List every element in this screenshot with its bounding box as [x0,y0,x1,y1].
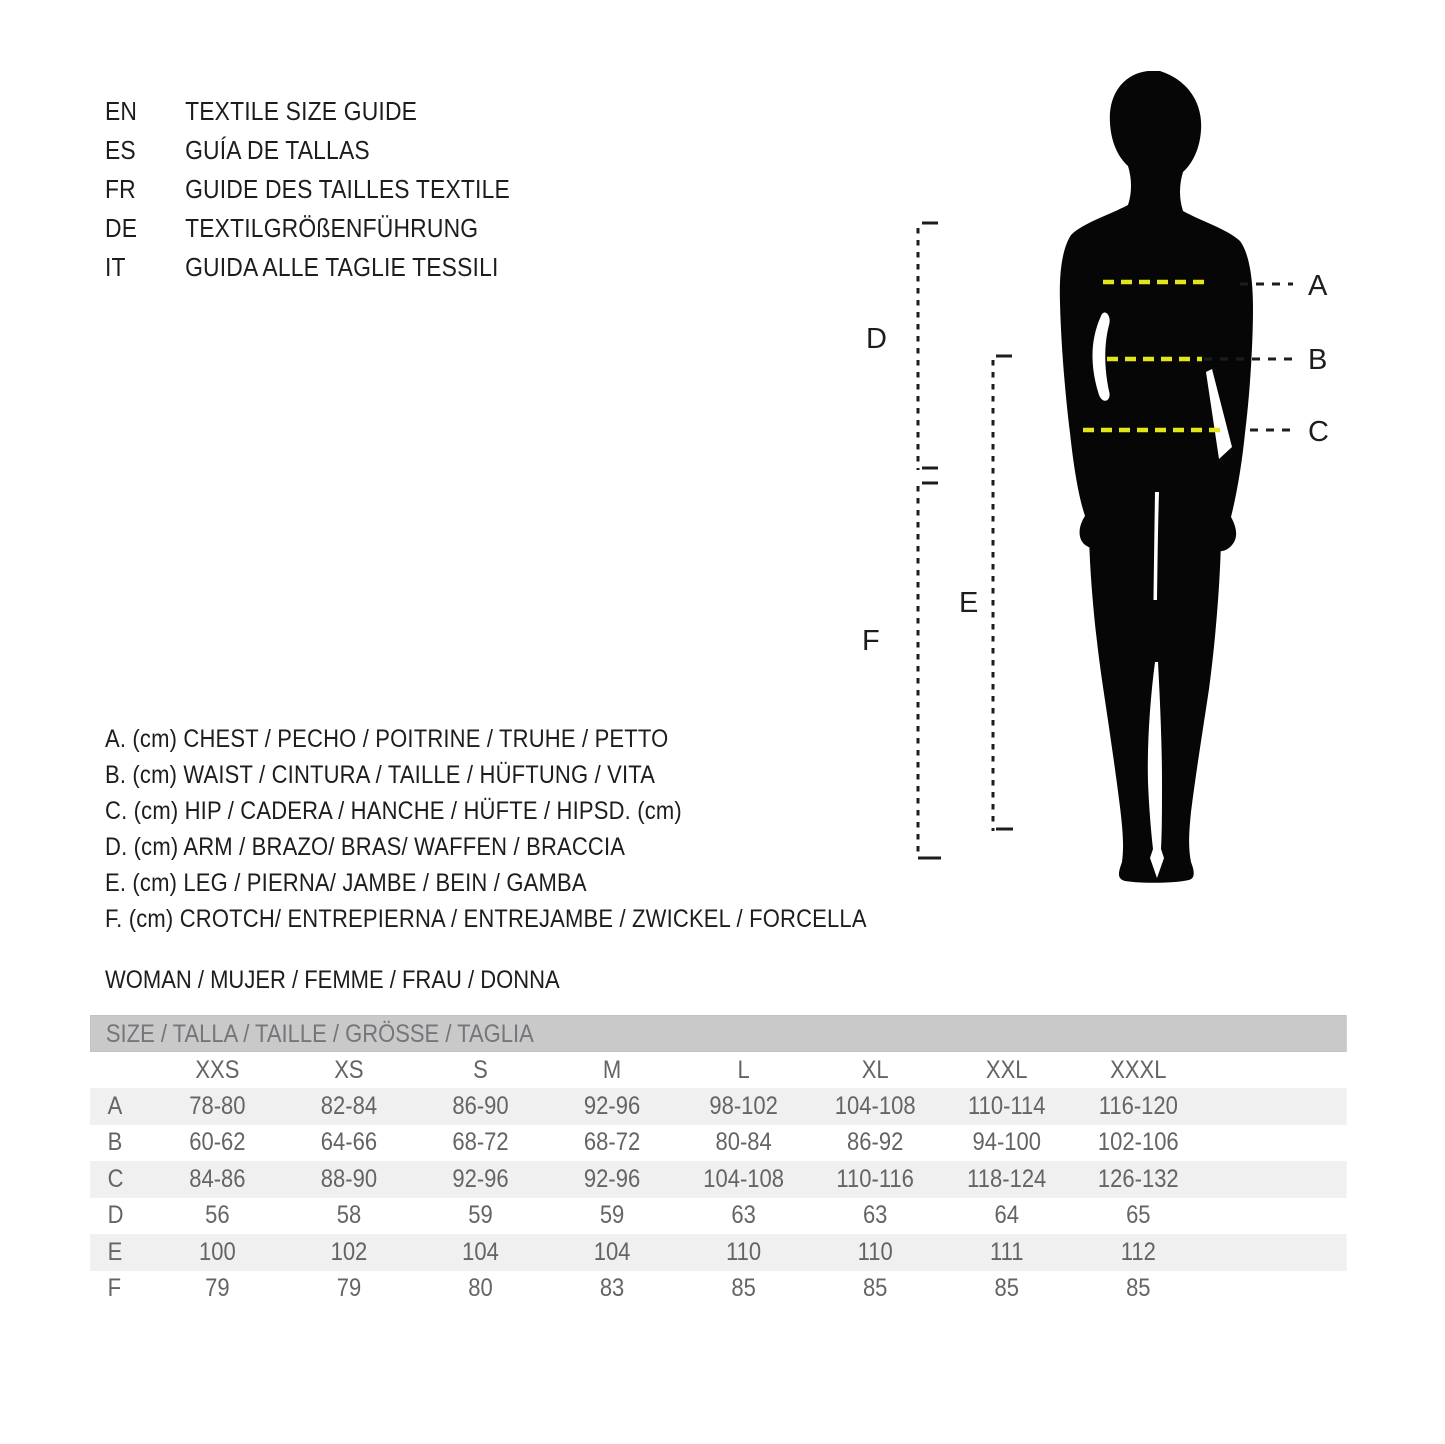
table-cell: 59 [468,1201,493,1230]
table-cell: 64-66 [320,1128,378,1157]
table-cell: 84-86 [189,1164,246,1193]
table-cell: 86-92 [847,1128,904,1157]
language-title: GUIDE DES TAILLES TEXTILE [185,174,510,204]
language-code: EN [105,96,138,126]
legend-line-arm: D. (cm) ARM / BRAZO/ BRAS/ WAFFEN / BRACCIA [105,833,626,861]
table-cell: 94-100 [972,1128,1041,1157]
table-cell: 111 [990,1237,1024,1266]
row-spacer [1204,1161,1347,1198]
language-code: FR [105,174,136,204]
label-arm: D [866,323,887,355]
table-row-leg [90,1234,1347,1271]
label-leg: E [959,587,979,619]
table-cell: 102-106 [1097,1128,1179,1157]
table-cell: 59 [599,1201,625,1230]
row-label: A [107,1091,123,1120]
language-row [105,209,510,248]
table-cell: 104 [593,1237,631,1266]
table-cell: 85 [1126,1274,1151,1303]
row-spacer [1204,1088,1347,1125]
table-cell: 88-90 [320,1164,378,1193]
table-cell: 63 [731,1201,756,1230]
row-spacer [1204,1052,1347,1088]
legend-line-chest: A. (cm) CHEST / PECHO / POITRINE / TRUHE / PETTO [105,725,669,753]
language-title-block [105,92,510,287]
table-cell: 80-84 [715,1128,772,1157]
table-cell: 79 [336,1274,362,1303]
table-cell: 110-114 [967,1091,1046,1120]
table-cell: 79 [205,1274,230,1303]
size-col-header: XL [861,1055,889,1084]
size-col-header: XXS [195,1055,240,1084]
table-cell: 110 [726,1237,762,1266]
language-title: GUÍA DE TALLAS [185,135,370,165]
label-waist: B [1308,344,1328,376]
table-cell: 112 [1120,1237,1156,1266]
table-cell: 102 [330,1237,368,1266]
table-cell: 92-96 [452,1164,509,1193]
table-cell: 126-132 [1097,1164,1179,1193]
row-label: D [107,1201,124,1230]
woman-silhouette-diagram [850,55,1370,905]
size-col-header: M [602,1055,622,1084]
label-hip: C [1308,416,1329,448]
language-code: IT [105,252,126,282]
table-header-band: SIZE / TALLA / TAILLE / GRÖSSE / TAGLIA [90,1015,1347,1052]
row-spacer [1204,1271,1347,1308]
table-cell: 86-90 [452,1091,509,1120]
size-col-header: XS [334,1055,364,1084]
table-cell: 56 [205,1201,230,1230]
language-row [105,248,510,287]
row-label: E [107,1237,123,1266]
language-title: TEXTILGRÖßENFÜHRUNG [185,213,479,243]
table-cell: 98-102 [709,1091,778,1120]
size-col-header: XXL [985,1055,1028,1084]
table-cell: 85 [731,1274,756,1303]
table-cell: 68-72 [452,1128,509,1157]
table-cell: 65 [1126,1201,1151,1230]
table-cell: 82-84 [320,1091,378,1120]
table-row-arm [90,1198,1347,1235]
table-cell: 110 [857,1237,893,1266]
language-title: TEXTILE SIZE GUIDE [185,96,418,126]
table-row-hip [90,1161,1347,1198]
table-cell: 85 [862,1274,888,1303]
legend-line-crotch: F. (cm) CROTCH/ ENTREPIERNA / ENTREJAMBE / ZWICKEL / FORCELLA [105,905,867,933]
row-spacer [1204,1125,1347,1162]
language-title: GUIDA ALLE TAGLIE TESSILI [185,252,499,282]
legend-line-hip: C. (cm) HIP / CADERA / HANCHE / HÜFTE / HIPSD. (cm) [105,797,682,825]
table-row-crotch [90,1271,1347,1308]
table-cell: 104 [462,1237,499,1266]
size-col-header: XXXL [1110,1055,1167,1084]
table-cell: 80 [468,1274,493,1303]
table-cell: 92-96 [583,1091,641,1120]
measurement-figure [850,55,1370,905]
label-crotch: F [862,625,880,657]
size-header-spacer [90,1052,152,1088]
table-cell: 116-120 [1098,1091,1178,1120]
measurement-legend [105,721,867,937]
table-size-header-row [90,1052,1347,1088]
size-table [90,1015,1347,1307]
language-code: DE [105,213,138,243]
table-cell: 85 [994,1274,1019,1303]
table-cell: 104-108 [703,1164,784,1193]
label-chest: A [1308,270,1328,302]
table-cell: 110-116 [836,1164,914,1193]
table-cell: 64 [994,1201,1019,1230]
legend-line-waist: B. (cm) WAIST / CINTURA / TAILLE / HÜFTUNG / VITA [105,761,656,789]
table-cell: 63 [862,1201,888,1230]
row-label: B [107,1128,123,1157]
language-row [105,170,510,209]
table-cell: 60-62 [189,1128,246,1157]
table-cell: 58 [336,1201,362,1230]
table-cell: 92-96 [583,1164,641,1193]
language-row [105,92,510,131]
row-spacer [1204,1198,1347,1235]
language-code: ES [105,135,136,165]
language-row [105,131,510,170]
table-row-waist [90,1125,1347,1162]
table-cell: 78-80 [189,1091,246,1120]
table-row-chest [90,1088,1347,1125]
table-cell: 68-72 [583,1128,641,1157]
table-cell: 104-108 [834,1091,916,1120]
table-cell: 118-124 [967,1164,1047,1193]
row-label: F [107,1274,122,1303]
row-spacer [1204,1234,1347,1271]
size-col-header: L [737,1055,750,1084]
size-col-header: S [473,1055,488,1084]
legend-line-leg: E. (cm) LEG / PIERNA/ JAMBE / BEIN / GAMBA [105,869,587,897]
table-cell: 83 [599,1274,625,1303]
row-label: C [107,1164,124,1193]
table-cell: 100 [199,1237,236,1266]
gender-title: WOMAN / MUJER / FEMME / FRAU / DONNA [105,966,560,994]
